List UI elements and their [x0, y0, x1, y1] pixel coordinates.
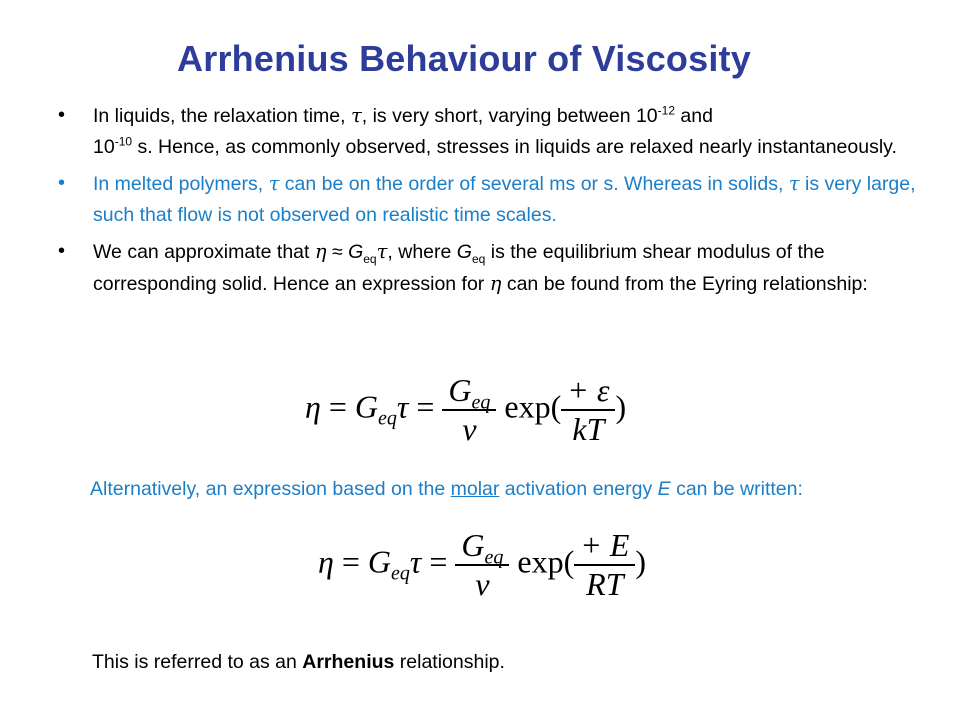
subscript: eq	[484, 546, 504, 569]
equals-symbol: =	[429, 543, 448, 580]
text: can be written:	[670, 478, 803, 500]
g-symbol: G	[367, 543, 392, 580]
fraction	[455, 527, 509, 603]
text: is the equilibrium shear modulus of the corresponding solid. Hence an expression for	[93, 241, 825, 295]
inner-denominator: kT	[572, 411, 605, 447]
text: activation energy	[499, 478, 658, 500]
inner-fraction	[561, 372, 615, 448]
tau-symbol: τ	[396, 388, 409, 425]
bullet-polymers	[58, 168, 938, 231]
equals-symbol: =	[341, 543, 360, 580]
slide-title: Arrhenius Behaviour of Viscosity	[177, 38, 751, 79]
bullet-dot-icon: •	[58, 240, 66, 262]
approx-symbol: ≈	[326, 241, 349, 263]
fraction-numerator	[442, 372, 496, 414]
tau-symbol: τ	[376, 240, 388, 263]
close-paren: )	[615, 388, 627, 425]
exp-function: exp(	[517, 543, 575, 580]
tau-symbol: τ	[350, 104, 362, 127]
subscript: eq	[471, 391, 491, 414]
text: We can approximate that	[93, 241, 315, 263]
text: This is referred to as an	[92, 651, 303, 673]
text: is very large, such that flow is not observed on realistic time scales.	[93, 173, 916, 226]
exp-function: exp(	[504, 388, 562, 425]
fraction-denominator: v	[475, 566, 490, 602]
g-symbol: G	[448, 372, 472, 408]
fraction-denominator: v	[462, 411, 477, 447]
closing-statement	[92, 647, 892, 678]
inner-denominator: RT	[586, 566, 624, 602]
equals-symbol: =	[416, 388, 435, 425]
molar-word: molar	[450, 478, 500, 500]
text: , where	[387, 241, 457, 263]
text: , is very short, varying between 10	[361, 105, 658, 127]
exponent: -10	[114, 134, 133, 149]
eta-symbol: η	[318, 543, 334, 580]
bullet-approximation	[58, 236, 938, 300]
equation-arrhenius	[318, 527, 646, 603]
text: In melted polymers,	[93, 173, 269, 195]
g-symbol: G	[354, 388, 379, 425]
inner-fraction	[574, 527, 635, 603]
subscript: eq	[378, 407, 397, 430]
text: and	[675, 105, 713, 127]
subscript: eq	[363, 251, 377, 266]
close-paren: )	[635, 543, 647, 580]
g-symbol: G	[461, 527, 485, 563]
text: can be on the order of several ms or s. Whereas in solids,	[279, 173, 789, 195]
alternative-text	[90, 474, 890, 505]
bullet-dot-icon: •	[58, 172, 66, 194]
text: can be found from the Eyring relationship:	[501, 273, 868, 295]
eta-symbol: η	[305, 388, 321, 425]
text: Alternatively, an expression based on the	[90, 478, 451, 500]
bullet-liquids	[58, 100, 938, 163]
text: relationship.	[394, 651, 505, 673]
subscript: eq	[471, 251, 486, 266]
equation-eyring	[305, 372, 626, 448]
arrhenius-word: Arrhenius	[302, 651, 395, 673]
inner-numerator: + ε	[561, 372, 615, 411]
text: s. Hence, as commonly observed, stresses in liquids are relaxed nearly instantaneously.	[132, 136, 897, 158]
bullet-dot-icon: •	[58, 104, 66, 126]
eta-symbol: η	[314, 240, 327, 263]
tau-symbol: τ	[409, 543, 422, 580]
fraction-numerator	[455, 527, 509, 569]
bullet-list	[58, 100, 938, 305]
subscript: eq	[391, 562, 410, 585]
g-symbol: G	[456, 241, 472, 263]
text: 10	[93, 136, 115, 158]
text: In liquids, the relaxation time,	[93, 105, 351, 127]
tau-symbol: τ	[268, 172, 280, 195]
tau-symbol: τ	[788, 172, 800, 195]
exponent: -12	[657, 103, 675, 118]
equals-symbol: =	[328, 388, 347, 425]
inner-numerator: + E	[574, 527, 635, 566]
e-symbol: E	[657, 478, 671, 500]
g-symbol: G	[348, 241, 364, 263]
fraction	[442, 372, 496, 448]
eta-symbol: η	[489, 272, 502, 295]
